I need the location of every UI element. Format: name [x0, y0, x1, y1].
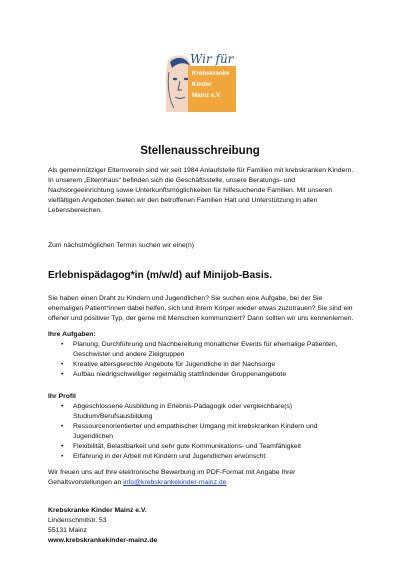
list-item: • Ressourcenorientierter und empathischer Umgang mit krebskranken Kindern und Jugendlichen — [48, 422, 358, 442]
tasks-section — [48, 330, 358, 380]
list-item: • Flexibilität, Belastbarkeit und sehr gute Kommunikations- und Teamfähigkeit — [48, 442, 358, 452]
tasks-heading: Ihre Aufgaben: — [48, 331, 96, 338]
profile-section — [48, 392, 358, 462]
email-link[interactable]: info@krebskrankekinder-mainz.de — [123, 479, 227, 486]
list-item: • Aufbau niedrigschwelliger regelmäßig stattfindender Gruppenangebote — [48, 370, 358, 380]
job-title: Erlebnispädagog*in (m/w/d) auf Minijob-Basis. — [48, 270, 273, 281]
closing-paragraph — [48, 468, 358, 488]
logo-script-text: Wir für — [190, 52, 234, 66]
closing-text: Wir freuen uns auf Ihre elektronische Bewerbung im PDF-Format mit Angabe Ihrer Gehaltsvorstellungen an — [48, 469, 296, 486]
intro-paragraph: Als gemeinnütziger Elternverein sind wir seit 1984 Anlaufstelle für Familien mit krebskranken Kindern. In unserem „Elternhaus“ befinden sich die Geschäftsstelle, unsere Beratungs- und Nachsorgeeinrichtung sowie Unterkunftsmöglichkeiten für hilfesuchende Familien. Mit unseren vielfältigen Angeboten bieten wir den betroffenen Familien Halt und Unterstützung in allen Lebensbereichen. — [48, 167, 354, 214]
tasks-list — [48, 340, 358, 380]
address-block — [48, 506, 358, 546]
organization-logo — [166, 52, 236, 112]
page-title: Stellenausschreibung — [140, 145, 260, 157]
logo-brand-line: Kinder — [192, 81, 212, 88]
profile-list — [48, 402, 358, 462]
address-street: Lindenschmitstr. 53 — [48, 517, 107, 524]
list-item: • Abgeschlossene Ausbildung in Erlebnis-Pädagogik oder vergleichbare(s) Studium/Berufsausbildung — [48, 402, 358, 422]
logo-brand-text — [192, 68, 236, 101]
logo-brand-line: Krebskranke — [192, 70, 230, 77]
address-org: Krebskranke Kinder Mainz e.V. — [48, 507, 147, 514]
search-line: Zum nächstmöglichen Termin suchen wir eine(n) — [48, 242, 195, 249]
logo-brand-line: Mainz e.V. — [192, 92, 222, 99]
address-city: 55131 Mainz — [48, 527, 87, 534]
list-item: • Erfahrung in der Arbeit mit Kindern und Jugendlichen erwünscht — [48, 452, 358, 462]
question-paragraph: Sie haben einen Draht zu Kindern und Jugendlichen? Sie suchen eine Aufgabe, bei der Sie ehemaligen Patient*innen dabei helfen, sich und ihrem Körper wieder etwas zuzutrauen? Sie sind ein offener und positiver Typ, der gerne mit Menschen kommuniziert? Dann sollten wir uns kennenlernen. — [48, 295, 354, 322]
profile-heading: Ihr Profil — [48, 393, 76, 400]
list-item: • Planung, Durchführung und Nachbereitung monatlicher Events für ehemalige Patienten, Geschwister und andere Zielgruppen — [48, 340, 358, 360]
list-item: • Kreative altersgerechte Angebote für Jugendliche in der Nachsorge — [48, 360, 358, 370]
address-website: www.krebskrankekinder-mainz.de — [48, 537, 158, 544]
